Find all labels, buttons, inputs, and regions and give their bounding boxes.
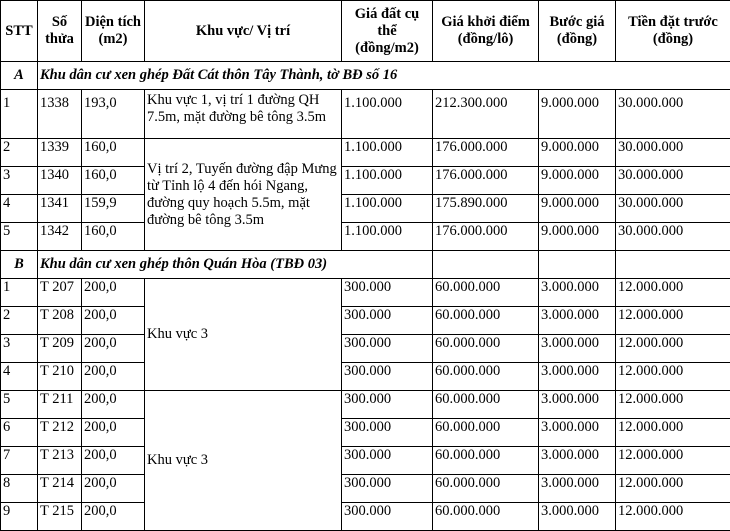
cell-deposit: 12.000.000 bbox=[616, 503, 730, 531]
cell-step: 3.000.000 bbox=[539, 335, 616, 363]
header-location: Khu vực/ Vị trí bbox=[145, 1, 342, 62]
cell-lot: T 207 bbox=[38, 279, 82, 307]
cell-deposit: 30.000.000 bbox=[616, 139, 730, 167]
cell-stt: 4 bbox=[1, 363, 38, 391]
cell-lot: T 215 bbox=[38, 503, 82, 531]
table-row bbox=[1, 195, 730, 223]
table-row bbox=[1, 279, 730, 307]
section-b-empty-cell bbox=[433, 251, 539, 279]
cell-price: 300.000 bbox=[342, 419, 433, 447]
cell-stt: 4 bbox=[1, 195, 38, 223]
cell-step: 9.000.000 bbox=[539, 223, 616, 251]
header-bid-step: Bước giá (đồng) bbox=[539, 1, 616, 62]
cell-stt: 3 bbox=[1, 335, 38, 363]
header-deposit: Tiền đặt trước (đồng) bbox=[616, 1, 730, 62]
header-row bbox=[1, 1, 730, 62]
cell-step: 3.000.000 bbox=[539, 279, 616, 307]
cell-start: 60.000.000 bbox=[433, 363, 539, 391]
cell-area: 200,0 bbox=[82, 363, 145, 391]
header-lot-number: Số thửa bbox=[38, 1, 82, 62]
cell-stt: 5 bbox=[1, 391, 38, 419]
cell-deposit: 30.000.000 bbox=[616, 90, 730, 139]
cell-area: 193,0 bbox=[82, 90, 145, 139]
cell-price: 300.000 bbox=[342, 279, 433, 307]
section-b-row bbox=[1, 251, 730, 279]
cell-lot: T 213 bbox=[38, 447, 82, 475]
cell-stt: 5 bbox=[1, 223, 38, 251]
cell-deposit: 12.000.000 bbox=[616, 475, 730, 503]
table-row bbox=[1, 391, 730, 419]
table-row bbox=[1, 363, 730, 391]
cell-start: 176.000.000 bbox=[433, 139, 539, 167]
cell-deposit: 12.000.000 bbox=[616, 307, 730, 335]
cell-area: 200,0 bbox=[82, 335, 145, 363]
table-row bbox=[1, 475, 730, 503]
cell-deposit: 12.000.000 bbox=[616, 419, 730, 447]
cell-area: 200,0 bbox=[82, 475, 145, 503]
header-area: Diện tích (m2) bbox=[82, 1, 145, 62]
cell-lot: 1341 bbox=[38, 195, 82, 223]
table-row bbox=[1, 447, 730, 475]
cell-price: 300.000 bbox=[342, 503, 433, 531]
cell-area: 160,0 bbox=[82, 139, 145, 167]
cell-area: 160,0 bbox=[82, 223, 145, 251]
cell-start: 176.000.000 bbox=[433, 167, 539, 195]
cell-step: 9.000.000 bbox=[539, 195, 616, 223]
cell-price: 300.000 bbox=[342, 335, 433, 363]
cell-step: 3.000.000 bbox=[539, 363, 616, 391]
cell-deposit: 12.000.000 bbox=[616, 363, 730, 391]
cell-stt: 9 bbox=[1, 503, 38, 531]
cell-start: 60.000.000 bbox=[433, 419, 539, 447]
cell-step: 3.000.000 bbox=[539, 391, 616, 419]
cell-area: 200,0 bbox=[82, 419, 145, 447]
cell-stt: 8 bbox=[1, 475, 38, 503]
cell-price: 1.100.000 bbox=[342, 90, 433, 139]
cell-price: 300.000 bbox=[342, 475, 433, 503]
cell-price: 300.000 bbox=[342, 307, 433, 335]
cell-area: 159,9 bbox=[82, 195, 145, 223]
table-row bbox=[1, 139, 730, 167]
section-b-empty-cell bbox=[616, 251, 730, 279]
cell-location: Khu vực 3 bbox=[145, 279, 342, 391]
cell-lot: T 214 bbox=[38, 475, 82, 503]
header-stt: STT bbox=[1, 1, 38, 62]
cell-lot: 1338 bbox=[38, 90, 82, 139]
cell-start: 60.000.000 bbox=[433, 503, 539, 531]
cell-deposit: 12.000.000 bbox=[616, 335, 730, 363]
cell-location: Khu vực 3 bbox=[145, 391, 342, 531]
cell-area: 160,0 bbox=[82, 167, 145, 195]
cell-start: 60.000.000 bbox=[433, 279, 539, 307]
table-row bbox=[1, 307, 730, 335]
cell-step: 9.000.000 bbox=[539, 90, 616, 139]
cell-deposit: 30.000.000 bbox=[616, 167, 730, 195]
cell-area: 200,0 bbox=[82, 503, 145, 531]
cell-price: 300.000 bbox=[342, 391, 433, 419]
cell-area: 200,0 bbox=[82, 279, 145, 307]
cell-price: 1.100.000 bbox=[342, 223, 433, 251]
cell-stt: 1 bbox=[1, 90, 38, 139]
cell-lot: 1340 bbox=[38, 167, 82, 195]
cell-price: 300.000 bbox=[342, 363, 433, 391]
cell-start: 60.000.000 bbox=[433, 335, 539, 363]
cell-stt: 2 bbox=[1, 307, 38, 335]
cell-lot: T 212 bbox=[38, 419, 82, 447]
cell-area: 200,0 bbox=[82, 307, 145, 335]
section-b-letter: B bbox=[1, 251, 38, 279]
cell-price: 1.100.000 bbox=[342, 139, 433, 167]
cell-step: 3.000.000 bbox=[539, 503, 616, 531]
cell-start: 60.000.000 bbox=[433, 447, 539, 475]
cell-step: 3.000.000 bbox=[539, 307, 616, 335]
table-row bbox=[1, 503, 730, 531]
cell-step: 3.000.000 bbox=[539, 447, 616, 475]
section-a-row bbox=[1, 62, 730, 90]
cell-price: 300.000 bbox=[342, 447, 433, 475]
cell-start: 176.000.000 bbox=[433, 223, 539, 251]
table-row bbox=[1, 167, 730, 195]
cell-area: 200,0 bbox=[82, 391, 145, 419]
cell-start: 60.000.000 bbox=[433, 307, 539, 335]
cell-deposit: 12.000.000 bbox=[616, 391, 730, 419]
cell-lot: T 210 bbox=[38, 363, 82, 391]
cell-step: 3.000.000 bbox=[539, 419, 616, 447]
cell-deposit: 12.000.000 bbox=[616, 279, 730, 307]
cell-start: 60.000.000 bbox=[433, 475, 539, 503]
cell-area: 200,0 bbox=[82, 447, 145, 475]
cell-stt: 1 bbox=[1, 279, 38, 307]
section-a-letter: A bbox=[1, 62, 38, 90]
cell-stt: 7 bbox=[1, 447, 38, 475]
cell-lot: T 211 bbox=[38, 391, 82, 419]
cell-deposit: 12.000.000 bbox=[616, 447, 730, 475]
cell-lot: 1342 bbox=[38, 223, 82, 251]
cell-price: 1.100.000 bbox=[342, 167, 433, 195]
table-row bbox=[1, 90, 730, 139]
cell-lot: T 209 bbox=[38, 335, 82, 363]
cell-price: 1.100.000 bbox=[342, 195, 433, 223]
section-a-title: Khu dân cư xen ghép Đất Cát thôn Tây Thành, tờ BĐ số 16 bbox=[38, 62, 730, 90]
section-b-title: Khu dân cư xen ghép thôn Quán Hòa (TBĐ 03) bbox=[38, 251, 433, 279]
cell-stt: 3 bbox=[1, 167, 38, 195]
cell-lot: T 208 bbox=[38, 307, 82, 335]
header-land-price: Giá đất cụ thể (đồng/m2) bbox=[342, 1, 433, 62]
cell-location: Vị trí 2, Tuyến đường đập Mưng từ Tỉnh lộ 4 đến hói Ngang, đường quy hoạch 5.5m, mặt đường bê tông 3.5m bbox=[145, 139, 342, 251]
cell-deposit: 30.000.000 bbox=[616, 195, 730, 223]
table-row bbox=[1, 419, 730, 447]
cell-stt: 2 bbox=[1, 139, 38, 167]
cell-start: 175.890.000 bbox=[433, 195, 539, 223]
cell-lot: 1339 bbox=[38, 139, 82, 167]
cell-start: 212.300.000 bbox=[433, 90, 539, 139]
cell-location: Khu vực 1, vị trí 1 đường QH 7.5m, mặt đường bê tông 3.5m bbox=[145, 90, 342, 139]
table-row bbox=[1, 335, 730, 363]
section-b-empty-cell bbox=[539, 251, 616, 279]
cell-step: 9.000.000 bbox=[539, 167, 616, 195]
header-starting-price: Giá khởi điểm (đồng/lô) bbox=[433, 1, 539, 62]
cell-start: 60.000.000 bbox=[433, 391, 539, 419]
table-row bbox=[1, 223, 730, 251]
cell-stt: 6 bbox=[1, 419, 38, 447]
cell-deposit: 30.000.000 bbox=[616, 223, 730, 251]
cell-step: 3.000.000 bbox=[539, 475, 616, 503]
cell-step: 9.000.000 bbox=[539, 139, 616, 167]
